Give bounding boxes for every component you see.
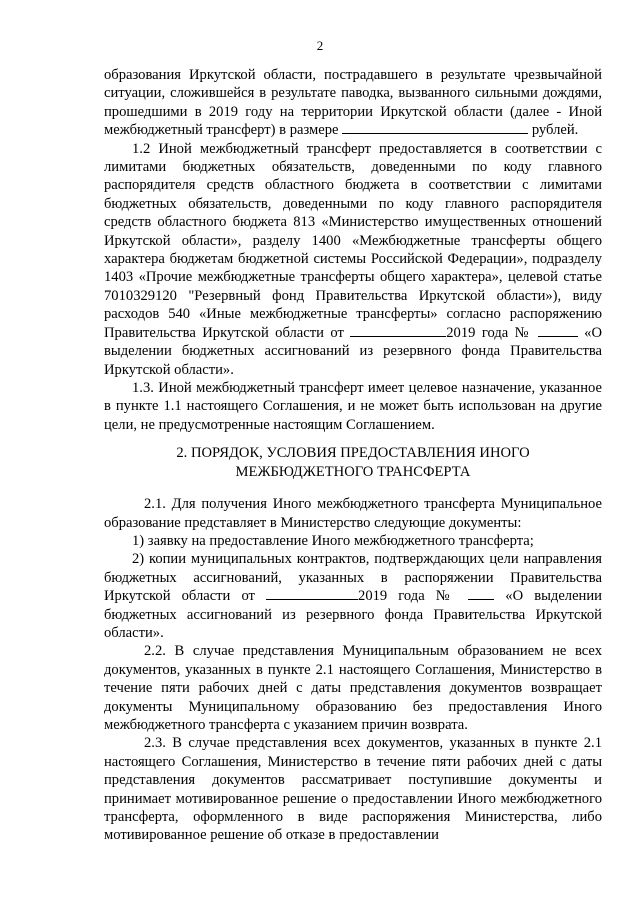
section-heading-line-2: МЕЖБЮДЖЕТНОГО ТРАНСФЕРТА <box>235 464 471 481</box>
paragraph-2-1: 2.1. Для получения Иного межбюджетного трансферта Муниципальное образование представляет в Министерство следующие документы: <box>104 496 602 531</box>
paragraph-1-2: 1.2 Иной межбюджетный трансферт предоставляется в соответствии с лимитами бюджетных обязательств, доведенными по коду главного распорядителя средств областного бюджета в соответствии с лимитами бюджетных обязательств, доведенными по коду главного распорядителя средств областного бюджета 813 «Министерство имущественных отношений Иркутской области», разделу 1400 «Межбюджетные трансферты общего характера бюджетам бюджетной системы Российской Федерации», подразделу 1403 «Прочие межбюджетные трансферты общего характера», целевой статье 7010329120 "Резервный фонд Правительства Иркутской области»), виду расходов 540 «Иные межбюджетные трансферты» согласно распоряжению Правительства Иркутской области от 2019 года № «О выделении бюджетных ассигнований из резервного фонда Правительства Иркутской области». <box>104 140 602 378</box>
paragraph-continuation: образования Иркутской области, пострадавшего в результате чрезвычайной ситуации, сложившейся в результате паводка, вызванного сильными дождями, прошедшими в 2019 году на территории Иркутской области (далее - Иной межбюджетный трансферт) в размере рублей. <box>104 67 602 139</box>
section-heading <box>104 444 602 482</box>
date-blank <box>350 324 446 337</box>
paragraph-2-2: 2.2. В случае представления Муниципальным образованием не всех документов, указанных в пункте 2.1 настоящего Соглашения, Министерство в течение пяти рабочих дней с даты представления документов возвращает документы Муниципальному образованию без предоставления Иного межбюджетного трансферта с указанием причин возврата. <box>104 643 602 733</box>
list-item-1: 1) заявку на предоставление Иного межбюджетного трансферта; <box>132 532 534 549</box>
section-heading-line-1: 2. ПОРЯДОК, УСЛОВИЯ ПРЕДОСТАВЛЕНИЯ ИНОГО <box>176 445 530 462</box>
list-item-2: 2) копии муниципальных контрактов, подтверждающих цели направления бюджетных ассигнований, указанных в распоряжении Правительства Иркутской области от 2019 года № «О выделении бюджетных ассигнований из резервного фонда Правительства Иркутской области». <box>104 551 602 641</box>
date-blank <box>266 587 358 600</box>
paragraph-1-3: 1.3. Иной межбюджетный трансферт имеет целевое назначение, указанное в пункте 1.1 настоящего Соглашения, и не может быть использован на другие цели, не предусмотренные настоящим Соглашением. <box>104 379 602 433</box>
number-blank <box>538 324 578 337</box>
number-blank <box>468 587 494 600</box>
paragraph-2-3: 2.3. В случае представления всех документов, указанных в пункте 2.1 настоящего Соглашения, Министерство в течение пяти рабочих дней с даты представления документов рассматривает поступившие документы и принимает мотивированное решение о предоставлении Иного межбюджетного трансферта, оформленного в виде распоряжения Министерства, либо мотивированное решение об отказе в предоставлении <box>104 735 602 844</box>
page-number: 2 <box>316 38 324 53</box>
amount-blank <box>342 121 528 134</box>
document-body <box>104 66 602 845</box>
